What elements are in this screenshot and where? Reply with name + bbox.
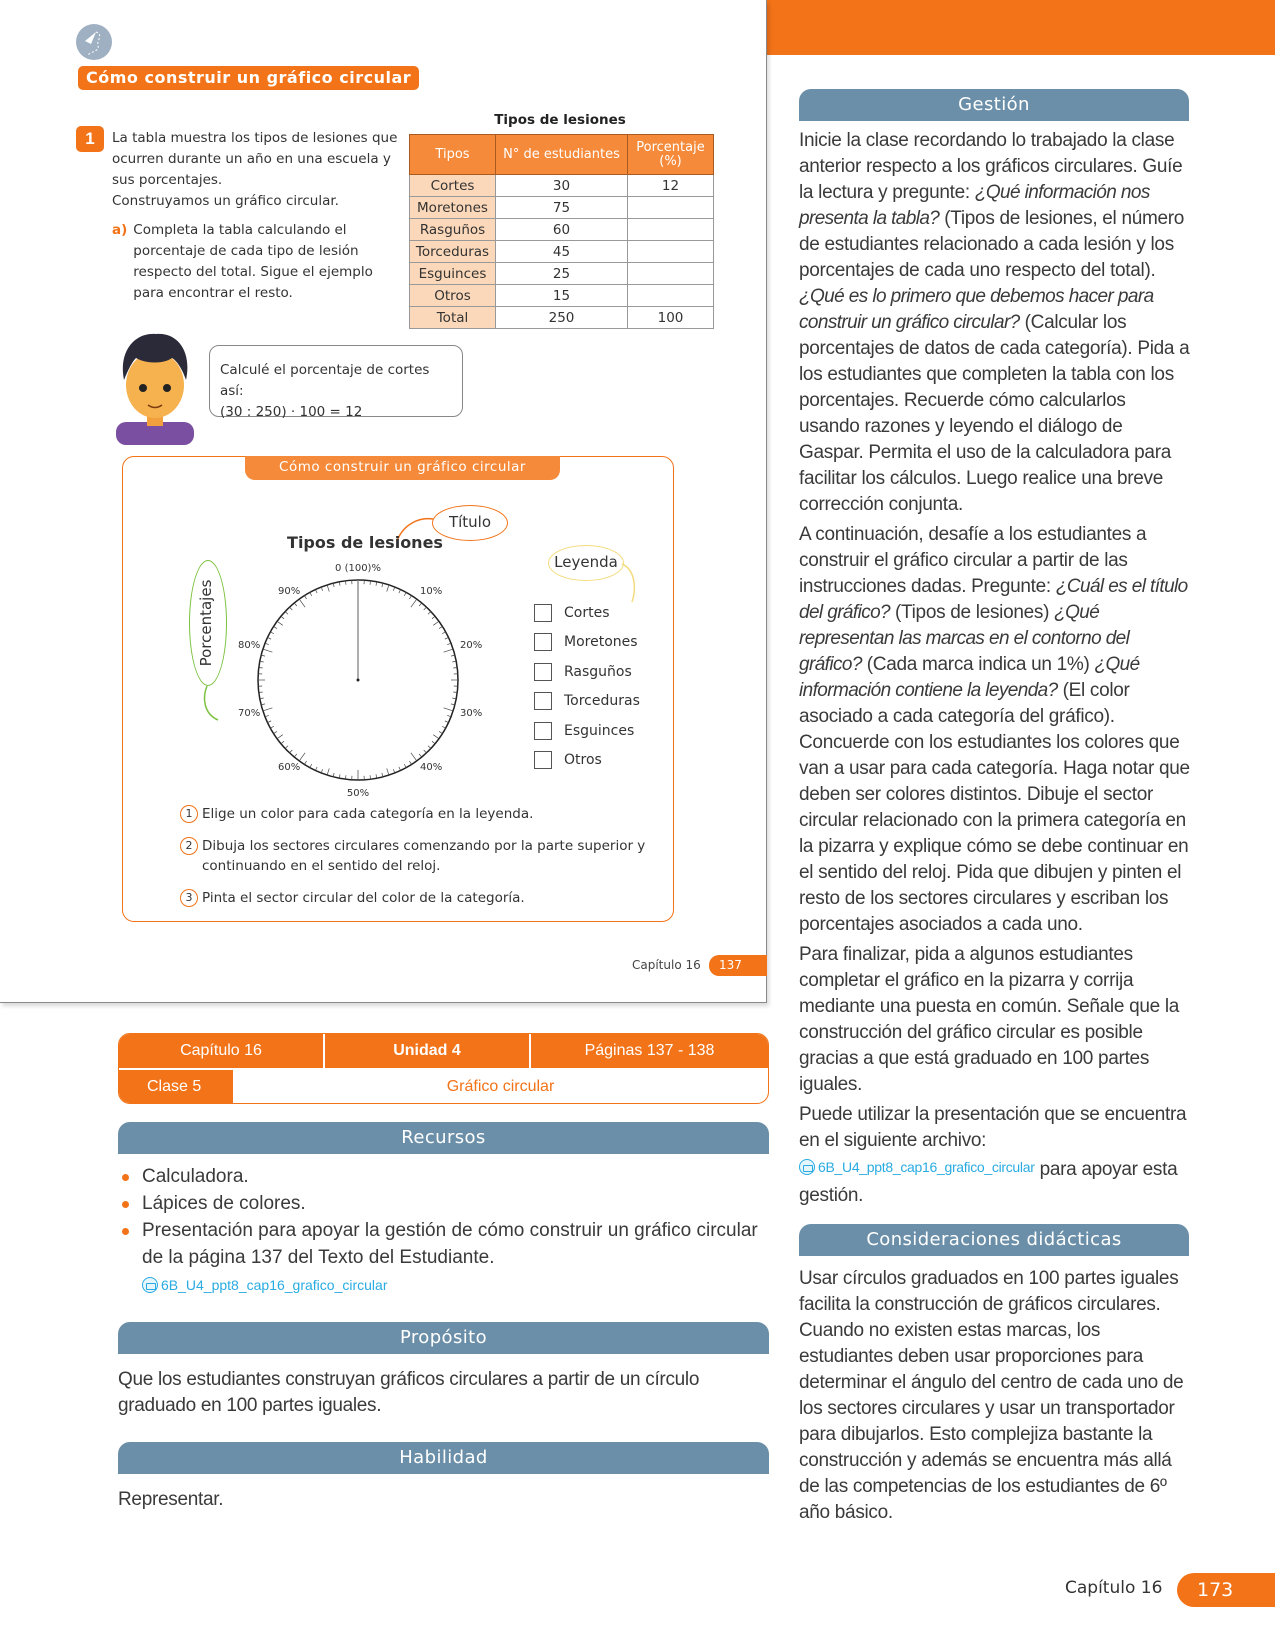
student-page-chapter: Capítulo 16 xyxy=(632,958,701,972)
top-orange-band xyxy=(767,0,1275,55)
dial-label-30: 30% xyxy=(460,708,483,719)
cell-num: 75 xyxy=(496,197,628,219)
table-row xyxy=(410,219,714,241)
file-name: 6B_U4_ppt8_cap16_grafico_circular xyxy=(818,1159,1035,1175)
legend-color-box[interactable] xyxy=(534,663,552,681)
chart-legend xyxy=(534,598,640,775)
gestion-header: Gestión xyxy=(799,89,1189,121)
legend-item[interactable] xyxy=(534,657,640,687)
dial-label-70: 70% xyxy=(238,708,261,719)
section-title: Cómo construir un gráfico circular xyxy=(78,66,419,90)
table-row xyxy=(410,175,714,197)
dial-label-80: 80% xyxy=(238,640,261,651)
table-row xyxy=(410,197,714,219)
table-header-porcentaje: Porcentaje (%) xyxy=(628,135,714,175)
chart-title: Tipos de lesiones xyxy=(287,533,443,552)
gestion-paragraph xyxy=(799,128,1191,518)
cell-pct xyxy=(628,263,714,285)
question: ¿Qué es lo primero que debemos hacer para construir un gráfico circular? xyxy=(799,286,1154,333)
step-text: Elige un color para cada categoría en la leyenda. xyxy=(202,806,534,822)
cell-tipo: Moretones xyxy=(410,197,496,219)
gestion-paragraph xyxy=(799,522,1191,938)
gestion-file-link[interactable] xyxy=(799,1154,1035,1180)
step-number: 3 xyxy=(180,889,198,907)
recursos-file-link[interactable] xyxy=(142,1277,387,1293)
table-row xyxy=(410,263,714,285)
sub-exercise-label: a) xyxy=(112,222,128,238)
step-number: 1 xyxy=(180,805,198,823)
text-span: (Tipos de lesiones, el número de estudiantes relacionado a cada lesión y los porcentajes de cada uno respecto del total). xyxy=(799,208,1185,281)
legend-color-box[interactable] xyxy=(534,751,552,769)
legend-color-box[interactable] xyxy=(534,722,552,740)
step-text: Dibuja los sectores circulares comenzando por la parte superior y continuando en el sentido del reloj. xyxy=(202,838,646,874)
titulo-callout: Título xyxy=(432,505,508,541)
howto-tab-title: Cómo construir un gráfico circular xyxy=(245,456,560,480)
cell-tipo: Torceduras xyxy=(410,241,496,263)
gestion-paragraph: Para finalizar, pida a algunos estudiantes completar el gráfico en la pizarra y corrija mediante una puesta en común. Señale que la construcción del gráfico circular es posible gracias a que está graduado en 100 partes iguales. xyxy=(799,944,1180,1095)
footer-page-number: 173 xyxy=(1177,1573,1275,1607)
text-span: A continuación, desafíe a los estudiantes a construir el gráfico circular a partir de las instrucciones dadas. Pregunte: xyxy=(799,524,1147,597)
cell-pct: 12 xyxy=(628,175,714,197)
question: ¿Qué información contiene la leyenda? xyxy=(799,654,1140,701)
cell-pct xyxy=(628,197,714,219)
info-topic: Gráfico circular xyxy=(446,1078,555,1095)
bubble-line-2: (30 : 250) · 100 = 12 xyxy=(220,404,363,420)
legend-color-box[interactable] xyxy=(534,604,552,622)
cell-num: 250 xyxy=(496,307,628,329)
file-name: 6B_U4_ppt8_cap16_grafico_circular xyxy=(161,1277,388,1293)
legend-item[interactable] xyxy=(534,687,640,717)
cell-num: 25 xyxy=(496,263,628,285)
legend-item[interactable] xyxy=(534,716,640,746)
question: ¿Qué representan las marcas en el contorno del gráfico? xyxy=(799,602,1130,675)
cell-tipo: Cortes xyxy=(410,175,496,197)
cell-tipo: Otros xyxy=(410,285,496,307)
cell-num: 15 xyxy=(496,285,628,307)
table-row xyxy=(410,241,714,263)
recursos-list xyxy=(118,1163,768,1271)
proposito-text: Que los estudiantes construyan gráficos circulares a partir de un círculo graduado en 100 partes iguales. xyxy=(118,1369,700,1416)
recursos-file-link-wrap xyxy=(142,1277,387,1298)
legend-color-box[interactable] xyxy=(534,633,552,651)
dial-label-20: 20% xyxy=(460,640,483,651)
cell-num: 30 xyxy=(496,175,628,197)
exercise-statement: La tabla muestra los tipos de lesiones que ocurren durante un año en una escuela y sus porcentajes. xyxy=(112,130,398,188)
cell-tipo: Rasguños xyxy=(410,219,496,241)
habilidad-text: Representar. xyxy=(118,1489,224,1510)
text-span: (Tipos de lesiones) xyxy=(890,602,1055,623)
cell-pct xyxy=(628,219,714,241)
dial-label-60: 60% xyxy=(278,762,301,773)
legend-item[interactable] xyxy=(534,598,640,628)
text-span: (Cada marca indica un 1%) xyxy=(861,654,1095,675)
table-header-estudiantes: N° de estudiantes xyxy=(496,135,628,175)
legend-item[interactable] xyxy=(534,628,640,658)
text-span: Inicie la clase recordando lo trabajado la clase anterior respecto a los gráficos circulares. Guíe la lectura y pregunte: xyxy=(799,130,1183,203)
folder-icon xyxy=(799,1159,815,1175)
consideraciones-header: Consideraciones didácticas xyxy=(799,1224,1189,1256)
cell-tipo: Esguinces xyxy=(410,263,496,285)
cell-pct: 100 xyxy=(628,307,714,329)
step-item xyxy=(180,836,670,876)
question: ¿Cuál es el título del gráfico? xyxy=(799,576,1188,623)
lesion-table xyxy=(409,134,714,329)
exercise-number: 1 xyxy=(76,126,104,152)
table-row xyxy=(410,285,714,307)
text-span: (Calcular los porcentajes de datos de cada categoría). Pida a los estudiantes que completen la tabla con los porcentajes. Recuerde cómo calcularlos usando razones y leyendo el diálogo de Gaspar. Permita el uso de la calculadora para facilitar los cálculos. Luego realice una breve corrección conjunta. xyxy=(799,312,1190,515)
step-item xyxy=(180,804,670,824)
info-chapter: Capítulo 16 xyxy=(180,1042,262,1059)
cell-pct xyxy=(628,285,714,307)
legend-label: Cortes xyxy=(564,604,610,621)
dial-label-90: 90% xyxy=(278,586,301,597)
info-pages: Páginas 137 - 138 xyxy=(529,1034,768,1068)
recursos-item: Calculadora. xyxy=(118,1163,768,1190)
table-caption: Tipos de lesiones xyxy=(494,112,626,128)
legend-label: Rasguños xyxy=(564,663,632,680)
dial-label-40: 40% xyxy=(420,762,443,773)
sub-exercise-a xyxy=(112,220,392,304)
recursos-item: Lápices de colores. xyxy=(118,1190,768,1217)
exercise-instruction: Construyamos un gráfico circular. xyxy=(112,193,339,209)
sub-exercise-text: Completa la tabla calculando el porcentaje de cada tipo de lesión respecto del total. Sigue el ejemplo para encontrar el resto. xyxy=(133,222,373,301)
dial-label-10: 10% xyxy=(420,586,443,597)
legend-label: Esguinces xyxy=(564,722,635,739)
recursos-header: Recursos xyxy=(118,1122,769,1154)
table-header-tipos: Tipos xyxy=(410,135,496,175)
bubble-line-1: Calculé el porcentaje de cortes así: xyxy=(220,362,430,399)
cell-num: 45 xyxy=(496,241,628,263)
consideraciones-text: Usar círculos graduados en 100 partes iguales facilita la construcción de gráficos circulares. Cuando no existen estas marcas, los estudiantes deben usar proporciones para determinar el ángulo del centro de cada uno de los sectores circulares y usar un transportador para dibujarlos. Esto complejiza bastante la construcción y además se encuentra más allá de las competencias de los estudiantes de 6º año básico. xyxy=(799,1268,1184,1523)
step-item xyxy=(180,888,670,908)
student-character-illustration xyxy=(116,330,194,445)
step-number: 2 xyxy=(180,837,198,855)
table-total-row xyxy=(410,307,714,329)
text-span: (El color asociado a cada categoría del gráfico). Concuerde con los estudiantes los colores que van a usar para cada categoría. Haga notar que deben ser colores distintos. Dibuje el sector circular relacionado con la primera categoría en la pizarra y explique cómo se debe continuar en el sentido del reloj. Pida que dibujen y pinten el resto de los sectores circulares y escriban los porcentajes asociados a cada uno. xyxy=(799,680,1190,935)
porcentajes-label: Porcentajes xyxy=(197,579,215,667)
student-page-number: 137 xyxy=(709,955,767,976)
gestion-text xyxy=(799,128,1191,1213)
proposito-header: Propósito xyxy=(118,1322,769,1354)
speech-bubble xyxy=(209,345,463,420)
lesson-info-bar xyxy=(118,1033,769,1104)
gestion-paragraph xyxy=(799,1102,1191,1209)
habilidad-header: Habilidad xyxy=(118,1442,769,1474)
info-class: Clase 5 xyxy=(119,1070,233,1103)
text-span: Puede utilizar la presentación que se encuentra en el siguiente archivo: xyxy=(799,1104,1187,1151)
recursos-item: Presentación para apoyar la gestión de cómo construir un gráfico circular de la página 137 del Texto del Estudiante. xyxy=(118,1217,768,1271)
exercise-text xyxy=(112,128,402,212)
step-text: Pinta el sector circular del color de la categoría. xyxy=(202,890,525,906)
student-page-thumbnail xyxy=(0,0,767,1003)
question: ¿Qué información nos presenta la tabla? xyxy=(799,182,1150,229)
dial-label-50: 50% xyxy=(346,788,370,799)
info-unit: Unidad 4 xyxy=(323,1034,529,1068)
dial-label-0: 0 (100)% xyxy=(335,563,381,574)
percentage-dial xyxy=(230,560,486,800)
legend-label: Moretones xyxy=(564,634,638,651)
howto-steps xyxy=(180,804,670,920)
text-span: para apoyar esta gestión. xyxy=(799,1159,1178,1206)
legend-label: Torceduras xyxy=(564,693,640,710)
cell-tipo: Total xyxy=(410,307,496,329)
legend-color-box[interactable] xyxy=(534,692,552,710)
footer-chapter: Capítulo 16 xyxy=(1065,1578,1163,1598)
porcentajes-connector xyxy=(196,684,220,724)
legend-item[interactable] xyxy=(534,746,640,776)
cell-pct xyxy=(628,241,714,263)
leyenda-callout: Leyenda xyxy=(548,545,624,581)
kite-icon xyxy=(76,24,112,60)
folder-icon xyxy=(142,1277,158,1293)
legend-label: Otros xyxy=(564,752,602,769)
cell-num: 60 xyxy=(496,219,628,241)
